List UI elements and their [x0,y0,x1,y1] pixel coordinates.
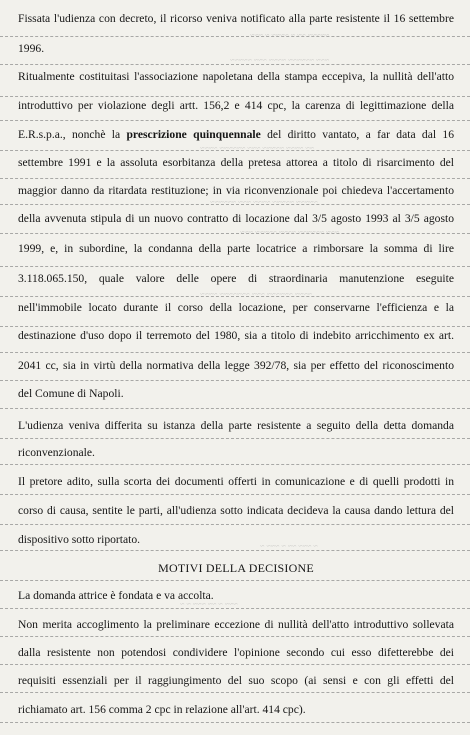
text-line: Il pretore adito, sulla scorta dei documenti offerti in comunicazione e di quelli prodotti in [18,475,454,488]
ruled-line [0,178,470,179]
text-line: introduttivo per violazione degli artt. 156,2 e 414 cpc, la carenza di legittimazione della [18,99,454,112]
text-line: 1999, e, in subordine, la condanna della parte locatrice a rimborsare la somma di lire [18,242,454,255]
ruled-line [0,36,470,37]
ruled-line [0,120,470,121]
ruled-line [0,494,470,495]
text-line: dispositivo sotto riportato. [18,533,141,546]
text-line: riconvenzionale. [18,446,95,459]
ruled-line [0,380,470,381]
ruled-line [0,438,470,439]
ruled-line [0,692,470,693]
section-heading: MOTIVI DELLA DECISIONE [158,561,314,575]
text-line: Ritualmente costituitasi l'associazione napoletana della stampa eccepiva, la nullità dell'atto [18,70,454,83]
text-line: 3.118.065.150, quale valore delle opere di straordinaria manutenzione eseguite [18,272,454,285]
ruled-line [0,608,470,609]
text-line: della avvenuta stipula di un nuovo contratto di locazione dal 3/5 agosto 1993 al 3/5 agosto [18,212,454,225]
text-line: La domanda attrice è fondata e va accolta. [18,589,214,602]
text-line: dalla resistente non potendosi condividere l'opinione secondo cui esso difetterebbe dei [18,646,454,659]
ruled-line [0,64,470,65]
text-line: 1996. [18,42,45,55]
ruled-line [0,636,470,637]
bleed-through-texture: ~~~~ ~~~~~~~ ~~~ ~~~~~~ ~~~~ [200,289,312,298]
bleed-through-texture: ~~~~~ ~~~ ~~~~ ~~~~~~ ~~~ [230,55,329,64]
text-line: nell'immobile locato durante il corso della locazione, per conservarne l'efficienza e la [18,301,454,314]
ruled-line [0,464,470,465]
text-line: del Comune di Napoli. [18,387,124,400]
ruled-line [0,233,470,234]
text-line: maggior danno da ritardata restituzione; in via riconvenzionale poi chiedeva l'accertamento [18,184,454,197]
ruled-line [0,664,470,665]
ruled-line [0,722,470,723]
text-line: requisiti essenziali per il raggiungimento del suo scopo (ai sensi e con gli effetti del [18,674,454,687]
bleed-through-texture: ~ ~ ~~~ ~~ ~ ~~~ [180,599,238,608]
ruled-line [0,580,470,581]
text-line: Fissata l'udienza con decreto, il ricorso veniva notificato alla parte resistente il 16 settembre [18,12,454,25]
bleed-through-texture: ~~~ ~ ~~~~ ~ ~~ ~~~~~ [250,30,330,39]
ruled-line [0,524,470,525]
text-line: destinazione d'uso dopo il terremoto del 1980, sia a titolo di indebito arricchimento ex art. [18,329,454,342]
text-line: corso di causa, sentite le parti, all'udienza sotto indicata decideva la causa dando lettura del [18,504,454,517]
text-line: Non merita accoglimento la preliminare eccezione di nullità dell'atto introduttivo sollevata [18,618,454,631]
bleed-through-texture: ~ ~~~ ~ ~~ ~~~ ~ [260,541,318,550]
bleed-through-texture: ~~~~~~ ~~~ ~~~~ ~~~~~ ~~~~~ [210,197,318,206]
text-line: richiamato art. 156 comma 2 cpc in relazione all'art. 414 cpc). [18,703,306,716]
text-line: settembre 1991 e la assoluta esorbitanza della pretesa attorea a titolo di risarcimento del [18,156,454,169]
text-line: 2041 cc, sia in virtù della normativa della legge 392/78, sia per effetto del riconoscimento [18,359,454,372]
ruled-line [0,408,470,409]
bleed-through-texture: ~~~~ ~~~~~~ ~~~ ~~~~~ ~~~~ ~~ [200,143,314,152]
ruled-line [0,266,470,267]
text-line: E.R.s.p.a., nonchè la prescrizione quinquennale del diritto vantato, a far data dal 16 [18,128,454,141]
ruled-line [0,352,470,353]
bleed-through-texture: ~~~ ~~~~~ ~~~~ ~~~~~~ ~~~ [240,227,339,236]
text-line: L'udienza veniva differita su istanza della parte resistente a seguito della detta domanda [18,419,454,432]
